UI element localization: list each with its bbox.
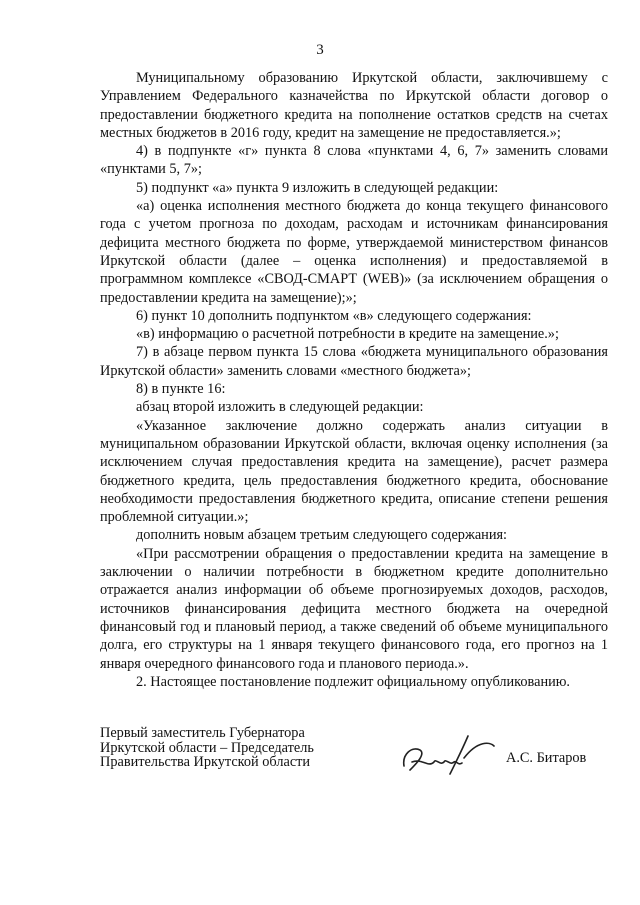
document-body (100, 69, 608, 691)
signatory-line: Иркутской области – Председатель (100, 739, 314, 756)
paragraph: «При рассмотрении обращения о предоставлении кредита на замещение в заключении о наличии потребности в бюджетном кредите дополнительно отражается анализ информации об объеме прогнозируемых доходов, расходов, источников финансирования дефицита местного бюджета на очередной финансовый год и плановый период, а также сведений об объеме муниципального долга, его структуры на 1 января текущего финансового года, его прогноз на 1 января очередного финансового года и планового периода.». (100, 545, 608, 672)
paragraph: «а) оценка исполнения местного бюджета до конца текущего финансового года с учетом прогноза по доходам, расходам и источникам финансирования дефицита местного бюджета по форме, утверждаемой министерством финансов Иркутской области (далее – оценка исполнения) и предоставляемой в программном комплексе «СВОД-СМАРТ (WEB)» (за исключением обращения о предоставлении кредита на замещение);»; (100, 198, 608, 306)
paragraph: 7) в абзаце первом пункта 15 слова «бюджета муниципального образования Иркутской области» заменить словами «местного бюджета»; (100, 344, 608, 379)
paragraph: абзац второй изложить в следующей редакции: (136, 399, 424, 416)
signatory-name: А.С. Битаров (506, 750, 587, 766)
paragraph: «Указанное заключение должно содержать анализ ситуации в муниципальном образовании Иркутской области, включая оценку исполнения (за исключением случая предоставления кредита на замещение), расчет размера бюджетного кредита, цель предоставления бюджетного кредита, обоснование необходимости предоставления бюджетного кредита, описание степени решения проблемной ситуации.»; (100, 417, 608, 526)
signatory-line: Первый заместитель Губернатора (100, 725, 305, 741)
paragraph: 2. Настоящее постановление подлежит официальному опубликованию. (136, 673, 571, 690)
signatory-title (100, 726, 314, 770)
paragraph: 8) в пункте 16: (136, 381, 226, 398)
signatory-line: Правительства Иркутской области (100, 754, 311, 770)
paragraph: 5) подпункт «а» пункта 9 изложить в следующей редакции: (136, 179, 499, 196)
paragraph: дополнить новым абзацем третьим следующего содержания: (136, 527, 508, 544)
paragraph: 4) в подпункте «г» пункта 8 слова «пунктами 4, 6, 7» заменить словами «пунктами 5, 7»; (100, 143, 608, 178)
handwritten-signature (398, 732, 498, 780)
page-number: 3 (316, 42, 324, 58)
paragraph: Муниципальному образованию Иркутской области, заключившему с Управлением Федерального казначейства по Иркутской области договор о предоставлении бюджетного кредита на пополнение остатков средств на счетах местных бюджетов в 2016 году, кредит на замещение не предоставляется.»; (100, 70, 608, 141)
paragraph: 6) пункт 10 дополнить подпунктом «в» следующего содержания: (136, 307, 532, 324)
paragraph: «в) информацию о расчетной потребности в кредите на замещение.»; (136, 326, 559, 343)
